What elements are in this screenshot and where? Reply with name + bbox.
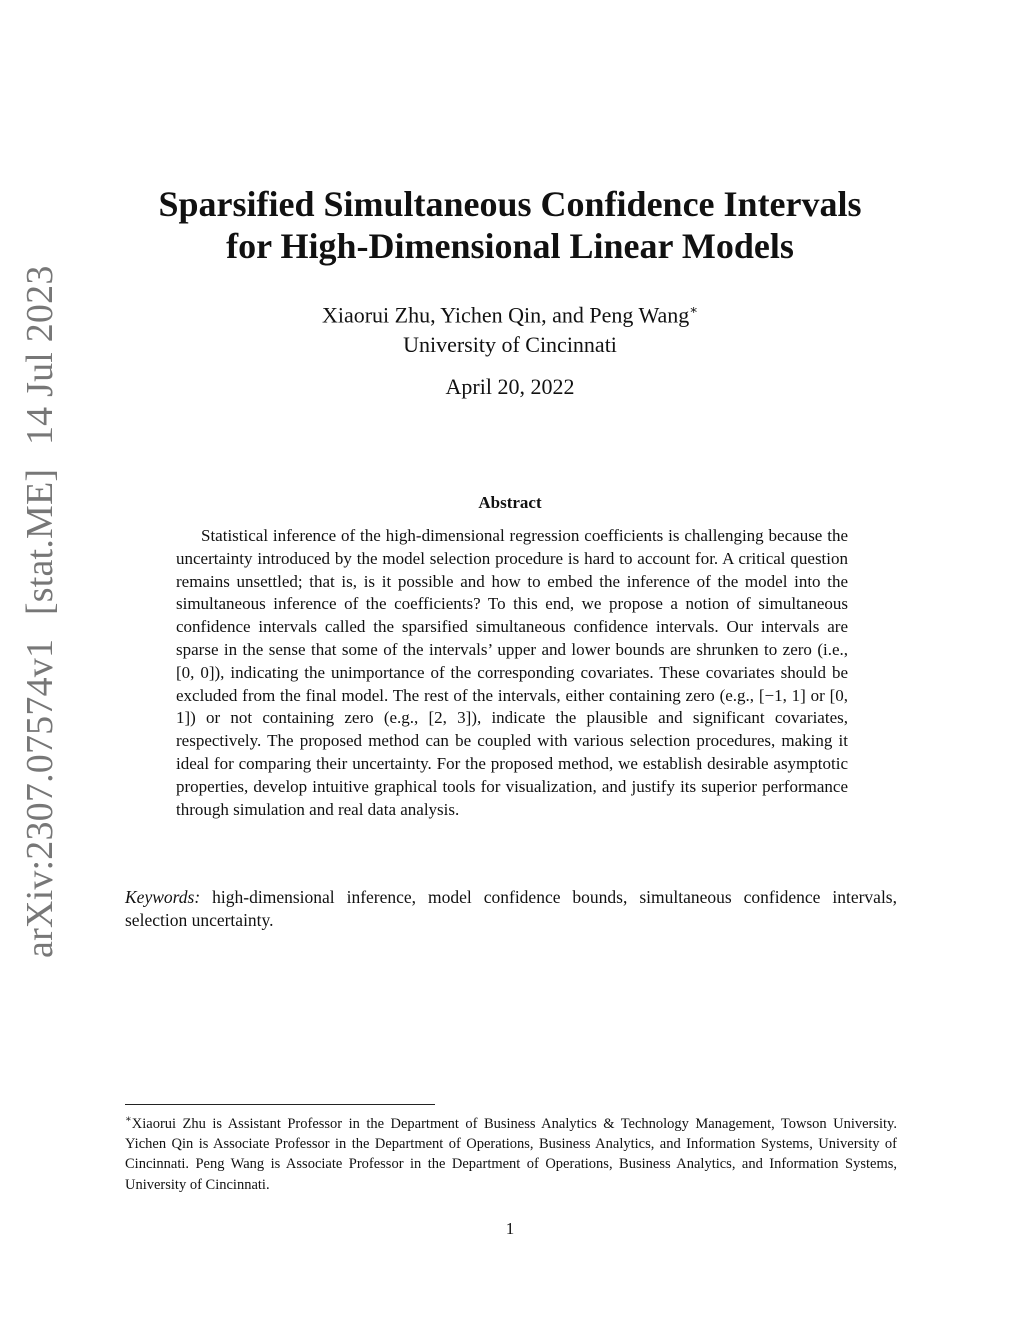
author-block xyxy=(110,295,910,360)
title-line-1: Sparsified Simultaneous Confidence Intervals xyxy=(158,184,862,224)
footnote-text: Xiaorui Zhu is Assistant Professor in the Department of Business Analytics & Technology Management, Towson University. Yichen Qin is Associate Professor in the Department of Operations, Business Analytics, and Information Systems, University of Cincinnati. Peng Wang is Associate Professor in the Department of Operations, Business Analytics, and Information Systems, University of Cincinnati. xyxy=(125,1115,897,1193)
abstract-text: Statistical inference of the high-dimensional regression coefficients is challenging because the uncertainty introduced by the model selection procedure is hard to account for. A critical question remains unsettled; that is, is it possible and how to embed the inference of the model into the simultaneous inference of the coefficients? To this end, we propose a notion of simultaneous confidence intervals called the sparsified simultaneous confidence intervals. Our intervals are sparse in the sense that some of the intervals’ upper and lower bounds are shrunken to zero (i.e., [0, 0]), indicating the unimportance of the corresponding covariates. These covariates should be excluded from the final model. The rest of the intervals, either containing zero (e.g., [−1, 1] or [0, 1]) or not containing zero (e.g., [2, 3]), indicate the plausible and significant covariates, respectively. The proposed method can be coupled with various selection procedures, making it ideal for comparing their uncertainty. For the proposed method, we establish desirable asymptotic properties, develop intuitive graphical tools for visualization, and justify its superior performance through simulation and real data analysis. xyxy=(176,526,848,819)
author-names: Xiaorui Zhu, Yichen Qin, and Peng Wang xyxy=(321,302,690,328)
author-footnote-mark: ∗ xyxy=(689,302,699,317)
footnote-mark: ∗ xyxy=(125,1114,132,1125)
paper-title xyxy=(110,183,910,267)
page-number: 1 xyxy=(505,1219,515,1238)
affiliation: University of Cincinnati xyxy=(403,332,617,358)
keywords-label: Keywords: xyxy=(125,887,201,907)
arxiv-date: 14 Jul 2023 xyxy=(19,265,61,446)
arxiv-identifier-stamp xyxy=(18,265,62,958)
author-list xyxy=(110,295,910,330)
keywords-text: high-dimensional inference, model confidence bounds, simultaneous confidence intervals, selection uncertainty. xyxy=(125,887,897,930)
keywords xyxy=(125,886,897,932)
title-line-2: for High-Dimensional Linear Models xyxy=(226,226,794,266)
arxiv-category: [stat.ME] xyxy=(19,468,61,616)
arxiv-id: arXiv:2307.07574v1 xyxy=(19,638,61,958)
author-footnote xyxy=(125,1110,897,1195)
abstract-heading: Abstract xyxy=(478,493,542,512)
paper-date: April 20, 2022 xyxy=(445,374,575,399)
footnote-divider xyxy=(125,1104,435,1105)
